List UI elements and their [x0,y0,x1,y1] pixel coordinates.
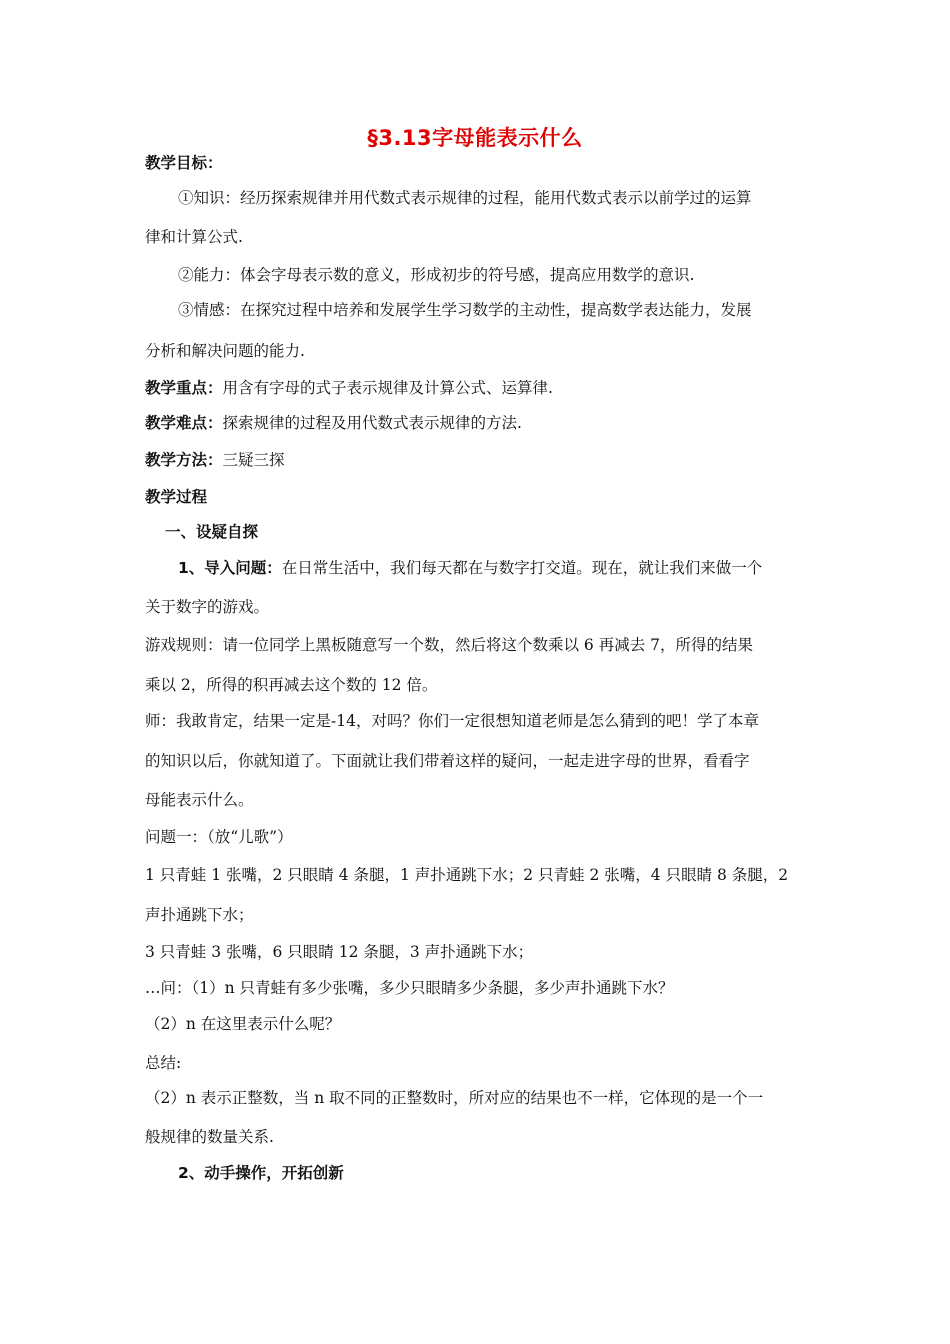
section1-heading: 一、设疑自探 [165,523,259,541]
rules-line-1: 游戏规则：请一位同学上黑板随意写一个数，然后将这个数乘以 6 再减去 7，所得的结果 [145,636,754,654]
goal-knowledge-line-2: 律和计算公式. [145,228,243,246]
summary-line-1: （2）n 表示正整数，当 n 取不同的正整数时，所对应的结果也不一样，它体现的是一个一 [145,1089,764,1107]
ask-line-1: …问：（1）n 只青蛙有多少张嘴，多少只眼睛多少条腿，多少声扑通跳下水？ [145,979,674,997]
method [145,449,810,471]
method-label: 教学方法： [145,451,223,469]
teacher-line-3: 母能表示什么。 [145,791,254,809]
method-text: 三疑三探 [222,451,285,469]
song-line-1: 1 只青蛙 1 张嘴，2 只眼睛 4 条腿，1 声扑通跳下水；2 只青蛙 2 张嘴，4 只眼睛 8 条腿，2 [145,866,789,884]
ask-line-2: （2）n 在这里表示什么呢？ [145,1015,341,1033]
difficulty-text: 探索规律的过程及用代数式表示规律的方法. [222,414,522,432]
rules-line-2: 乘以 2，所得的积再减去这个数的 12 倍。 [145,676,438,694]
key-point-text: 用含有字母的式子表示规律及计算公式、运算律. [222,379,553,397]
goal-ability: ②能力：体会字母表示数的意义，形成初步的符号感，提高应用数学的意识. [178,266,695,284]
question1-heading: 问题一：（放“儿歌”） [145,828,293,846]
key-point-label: 教学重点： [145,379,223,397]
section2-heading: 2、动手操作，开拓创新 [178,1164,344,1182]
intro-text-1: 在日常生活中，我们每天都在与数字打交道。现在，就让我们来做一个 [281,559,763,577]
difficulty-label: 教学难点： [145,414,223,432]
goal-emotion-line-1: ③情感：在探究过程中培养和发展学生学习数学的主动性，提高数学表达能力，发展 [178,301,752,319]
key-point [145,377,810,399]
page-title: §3.13字母能表示什么 [367,126,583,150]
intro-line-1 [178,557,843,579]
teacher-line-1: 师：我敢肯定，结果一定是-14，对吗？你们一定很想知道老师是怎么猜到的吧！学了本章 [145,712,759,730]
goal-emotion-line-2: 分析和解决问题的能力. [145,342,305,360]
goals-heading: 教学目标： [145,154,223,172]
summary-line-2: 般规律的数量关系. [145,1128,274,1146]
teacher-line-2: 的知识以后，你就知道了。下面就让我们带着这样的疑问，一起走进字母的世界，看看字 [145,752,750,770]
difficulty [145,412,810,434]
goal-knowledge-line-1: ①知识：经历探索规律并用代数式表示规律的过程，能用代数式表示以前学过的运算 [178,189,752,207]
summary-heading: 总结: [145,1054,182,1072]
intro-label: 1、导入问题： [178,559,282,577]
song-line-2: 声扑通跳下水； [145,906,254,924]
process-heading: 教学过程 [145,488,208,506]
song-line-3: 3 只青蛙 3 张嘴，6 只眼睛 12 条腿，3 声扑通跳下水； [145,943,534,961]
intro-line-2: 关于数字的游戏。 [145,598,270,616]
